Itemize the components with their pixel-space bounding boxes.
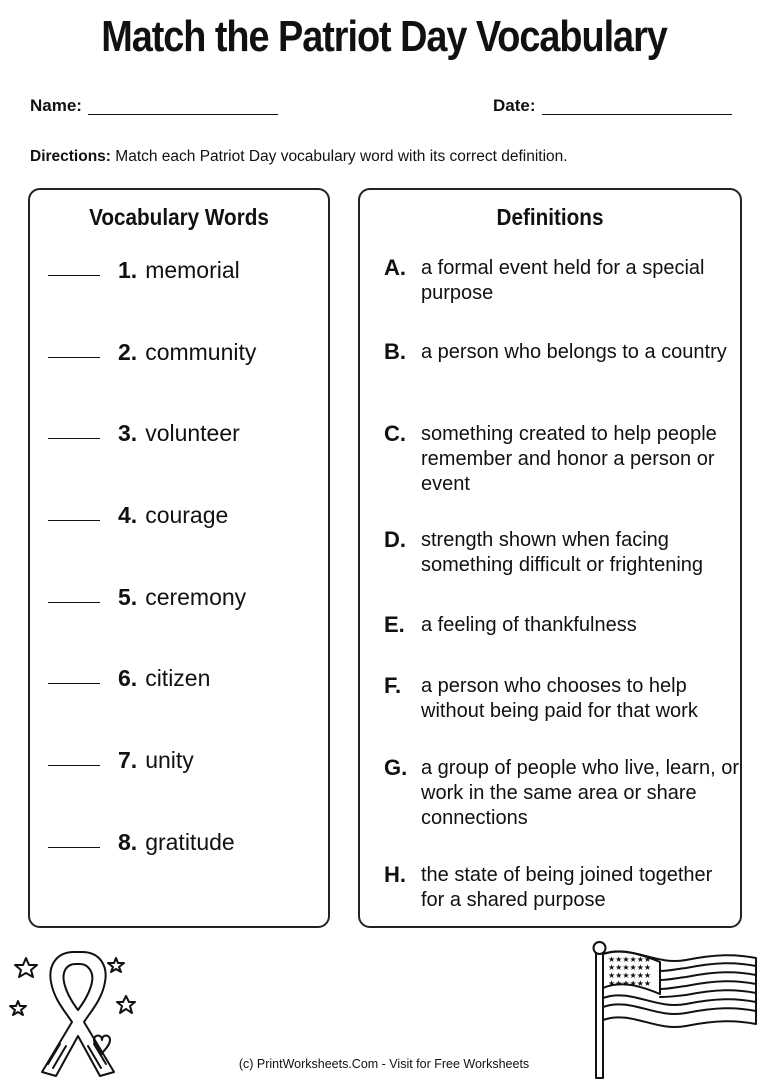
word-number: 6. xyxy=(118,665,138,691)
definition-text: a feeling of thankfulness xyxy=(421,614,637,636)
definition-text: a formal event held for a special purpose xyxy=(421,257,705,304)
word-item-6 xyxy=(48,665,210,695)
word-number: 1. xyxy=(118,257,138,283)
word-item-7 xyxy=(48,747,194,777)
word-item-3 xyxy=(48,420,240,450)
footer-text: (c) PrintWorksheets.Com - Visit for Free Worksheets xyxy=(238,1057,530,1071)
definition-text: something created to help people remember and honor a person or event xyxy=(421,423,717,495)
date-label: Date: xyxy=(493,96,536,115)
word-number: 2. xyxy=(118,339,138,365)
answer-blank[interactable] xyxy=(48,602,100,603)
definition-letter: A. xyxy=(384,255,406,280)
word-text: gratitude xyxy=(145,829,235,855)
word-item-5 xyxy=(48,584,246,614)
star-icon xyxy=(10,1001,26,1015)
word-text: memorial xyxy=(145,257,240,283)
directions xyxy=(30,148,568,166)
page-title: Match the Patriot Day Vocabulary xyxy=(101,12,667,61)
definition-text: a person who chooses to help without being paid for that work xyxy=(421,675,698,722)
date-field xyxy=(493,96,732,116)
answer-blank[interactable] xyxy=(48,847,100,848)
definition-letter: E. xyxy=(384,612,405,637)
svg-text:★★★★★★: ★★★★★★ xyxy=(608,955,652,964)
definition-letter: F. xyxy=(384,673,402,698)
word-number: 7. xyxy=(118,747,138,773)
word-text: ceremony xyxy=(145,584,247,610)
answer-blank[interactable] xyxy=(48,683,100,684)
word-text: courage xyxy=(145,502,229,528)
answer-blank[interactable] xyxy=(48,357,100,358)
answer-blank[interactable] xyxy=(48,438,100,439)
star-icon xyxy=(117,996,135,1013)
star-icon xyxy=(15,958,37,977)
svg-text:★★★★★★: ★★★★★★ xyxy=(608,963,652,972)
answer-blank[interactable] xyxy=(48,520,100,521)
definitions-panel xyxy=(358,188,742,928)
vocabulary-panel xyxy=(28,188,330,928)
word-item-8 xyxy=(48,829,235,859)
definition-letter: C. xyxy=(384,421,406,446)
name-line[interactable] xyxy=(88,114,278,115)
word-text: community xyxy=(145,339,257,365)
answer-blank[interactable] xyxy=(48,275,100,276)
word-number: 4. xyxy=(118,502,138,528)
word-text: citizen xyxy=(145,665,211,691)
definition-text: a person who belongs to a country xyxy=(421,341,727,363)
date-line[interactable] xyxy=(542,114,732,115)
word-number: 8. xyxy=(118,829,138,855)
definitions-heading: Definitions xyxy=(496,204,604,230)
definition-text: a group of people who live, learn, or work in the same area or share connections xyxy=(421,757,739,829)
definition-letter: D. xyxy=(384,527,406,552)
definition-text: strength shown when facing something difficult or frightening xyxy=(421,529,704,576)
name-field xyxy=(30,96,278,116)
word-number: 3. xyxy=(118,420,138,446)
word-number: 5. xyxy=(118,584,138,610)
word-item-4 xyxy=(48,502,228,532)
answer-blank[interactable] xyxy=(48,765,100,766)
word-item-2 xyxy=(48,339,256,369)
definition-letter: G. xyxy=(384,755,408,780)
word-text: unity xyxy=(145,747,194,773)
definition-text: the state of being joined together for a shared purpose xyxy=(421,864,713,911)
name-label: Name: xyxy=(30,96,82,115)
directions-text: Match each Patriot Day vocabulary word with its correct definition. xyxy=(115,148,568,165)
word-item-1 xyxy=(48,257,240,287)
word-text: volunteer xyxy=(145,420,240,446)
svg-text:★★★★★★: ★★★★★★ xyxy=(608,971,652,980)
definition-letter: H. xyxy=(384,862,406,887)
vocabulary-heading: Vocabulary Words xyxy=(89,204,269,230)
svg-text:★★★★★★: ★★★★★★ xyxy=(608,979,652,988)
star-icon xyxy=(108,958,124,972)
definition-letter: B. xyxy=(384,339,406,364)
directions-label: Directions: xyxy=(30,148,111,165)
